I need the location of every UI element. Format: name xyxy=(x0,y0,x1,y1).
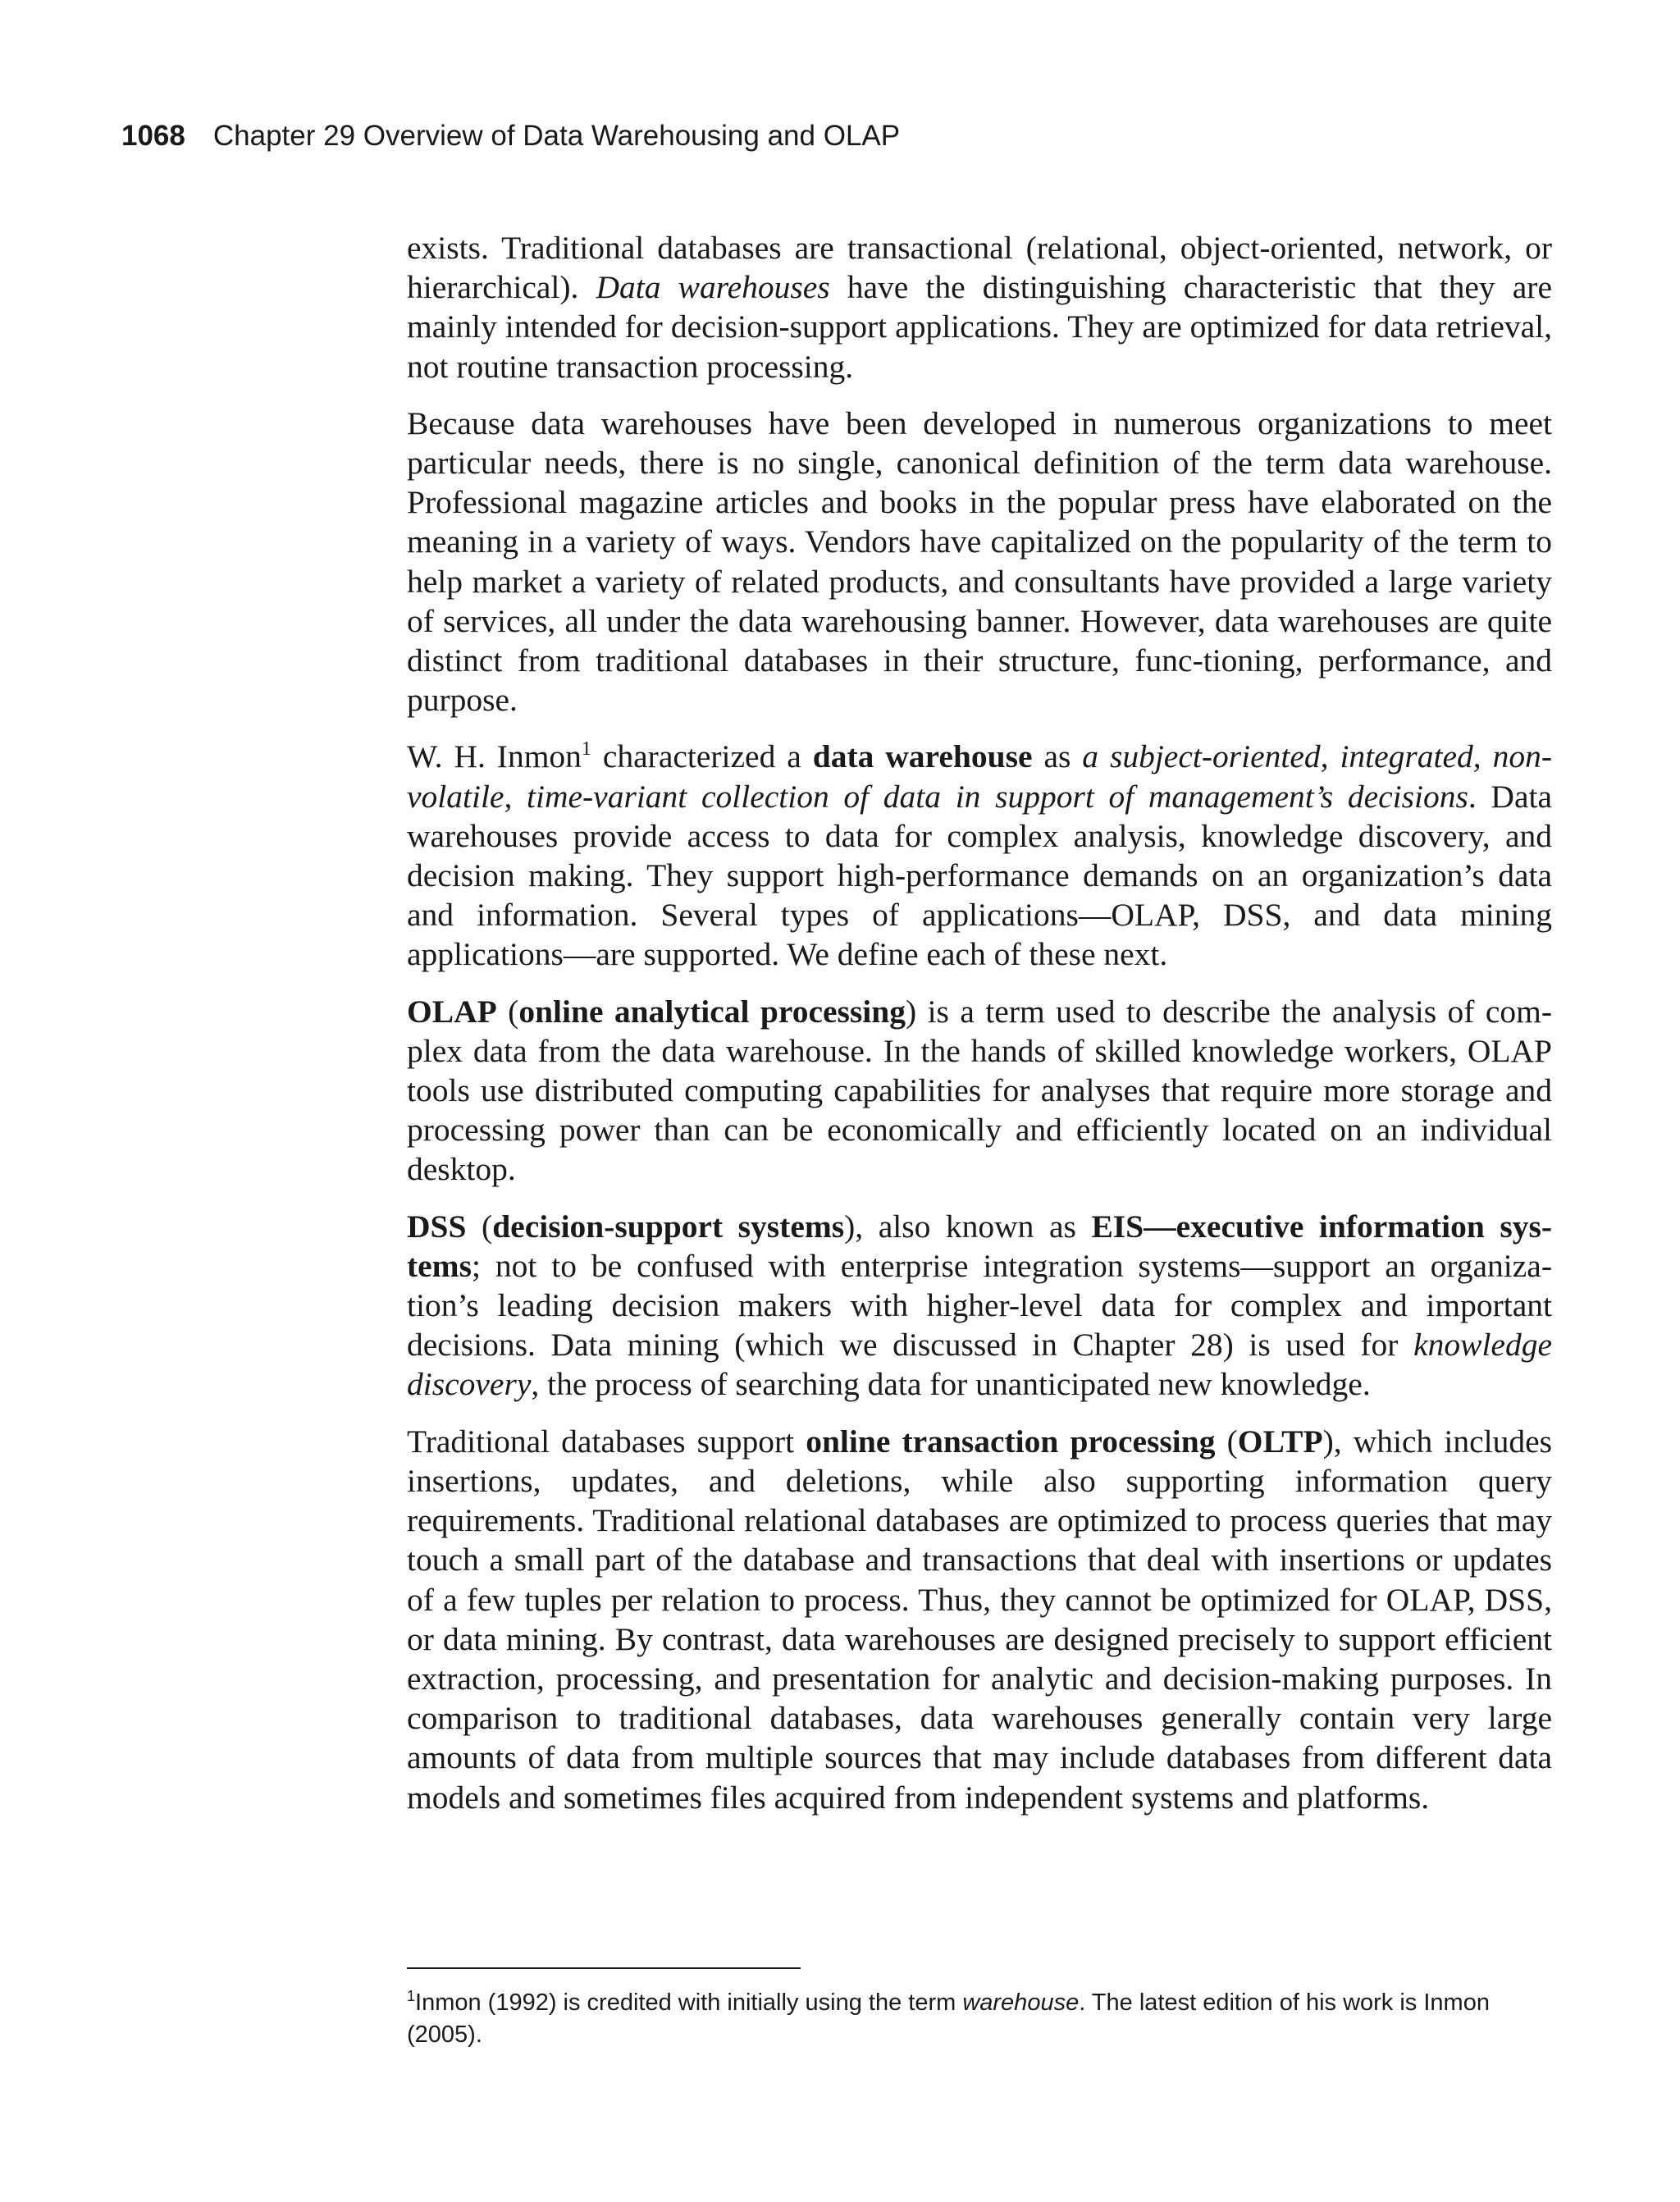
text-run: Because data warehouses have been developed in numerous organizations to meet particular needs, there is no single, canonical definition of the term data warehouse. Professional magazine articles and books in the popular press have elaborated on the meaning in a variety of ways. Vendors have capitalized on the popularity of the term to help market a variety of related products, and consultants have provided a large variety of services, all under the data warehousing banner. However, data warehouses are quite distinct from traditional databases in their structure, func-tioning, performance, and purpose. xyxy=(407,404,1552,719)
text-run: ), which includes insertions, updates, and deletions, while also supporting information query requirements. Traditional relational databases are optimized to process queries that may touch a small part of the database and transactions that deal with insertions or updates of a few tuples per relation to process. Thus, they cannot be optimized for OLAP, DSS, or data mining. By contrast, data warehouses are designed precisely to support efficient extraction, processing, and presentation for analytic and decision-making purposes. In comparison to traditional databases, data warehouses generally contain very large amounts of data from multiple sources that may include databases from different data models and sometimes files acquired from independent systems and platforms. xyxy=(407,1423,1553,1816)
paragraph-3 xyxy=(407,737,1552,974)
term-warehouse: warehouse xyxy=(962,1990,1080,2016)
term-dss: DSS xyxy=(407,1208,467,1245)
text-run: Traditional databases support xyxy=(407,1423,806,1460)
footnote-divider xyxy=(407,1967,801,1969)
term-eis: EIS—executive information sys-tems xyxy=(407,1208,1552,1284)
chapter-title: Chapter 29 Overview of Data Warehousing and OLAP xyxy=(212,120,901,152)
text-run: . The latest edition of his work is Inmon (2005). xyxy=(407,1990,1490,2048)
page-number: 1068 xyxy=(121,120,185,152)
paragraph-4 xyxy=(407,992,1552,1190)
text-run: have the distinguishing characteristic that they are mainly intended for decision-support applications. They are optimized for data retrieval, not routine transaction processing. xyxy=(407,269,1552,385)
term-data-warehouses: Data warehouses xyxy=(596,269,830,306)
footnote-reference: 1 xyxy=(581,738,591,761)
text-run: as xyxy=(1032,738,1083,775)
text-run: characterized a xyxy=(591,738,813,775)
paragraph-2 xyxy=(407,404,1552,720)
term-online-analytical-processing: online analytical processing xyxy=(518,993,906,1030)
definition-italic: a subject-oriented, integrated, non-volatile, time-variant collection of data in support of management’s decisions xyxy=(407,738,1553,815)
term-oltp: OLTP xyxy=(1237,1423,1323,1460)
footnote-marker: 1 xyxy=(407,1988,416,2004)
footnote xyxy=(407,1987,1552,2051)
text-run: ( xyxy=(466,1208,493,1245)
text-run: ( xyxy=(496,993,519,1030)
text-run: ) is a term used to describe the analysis of com-plex data from the data warehouse. In the hands of skilled knowledge workers, OLAP tools use distributed computing capabilities for analyses that require more storage and processing power than can be economically and efficiently located on an individual desktop. xyxy=(407,993,1553,1188)
paragraph-1 xyxy=(407,228,1552,386)
text-run: Inmon (1992) is credited with initially using the term xyxy=(415,1990,963,2016)
term-data-warehouse: data warehouse xyxy=(812,738,1033,775)
term-knowledge-discovery: knowledge discovery xyxy=(407,1327,1552,1403)
term-decision-support-systems: decision-support systems xyxy=(492,1208,845,1245)
paragraph-6 xyxy=(407,1422,1552,1817)
text-run: ; not to be confused with enterprise integration systems—support an organiza-tion’s leading decision makers with higher-level data for complex and important decisions. Data mining (which we discussed in Chapter 28) is used for xyxy=(407,1247,1552,1364)
text-run: , the process of searching data for unanticipated new knowledge. xyxy=(531,1366,1371,1403)
running-header xyxy=(121,118,900,154)
text-run: W. H. Inmon xyxy=(407,738,582,775)
text-run: . Data warehouses provide access to data for complex analysis, knowledge discovery, and decision making. They support high-performance demands on an organization’s data and information. Several types of applications—OLAP, DSS, and data mining applications—are supported. We define each of these next. xyxy=(407,778,1552,973)
paragraph-5 xyxy=(407,1207,1552,1405)
text-run: ( xyxy=(1215,1423,1238,1460)
text-run: exists. Traditional databases are transactional (relational, object-oriented, network, or hierarchical). xyxy=(407,230,1552,306)
term-olap: OLAP xyxy=(407,993,497,1030)
term-online-transaction-processing: online transaction processing xyxy=(806,1423,1216,1460)
body-text xyxy=(407,228,1552,1834)
text-run: ), also known as xyxy=(844,1208,1092,1245)
